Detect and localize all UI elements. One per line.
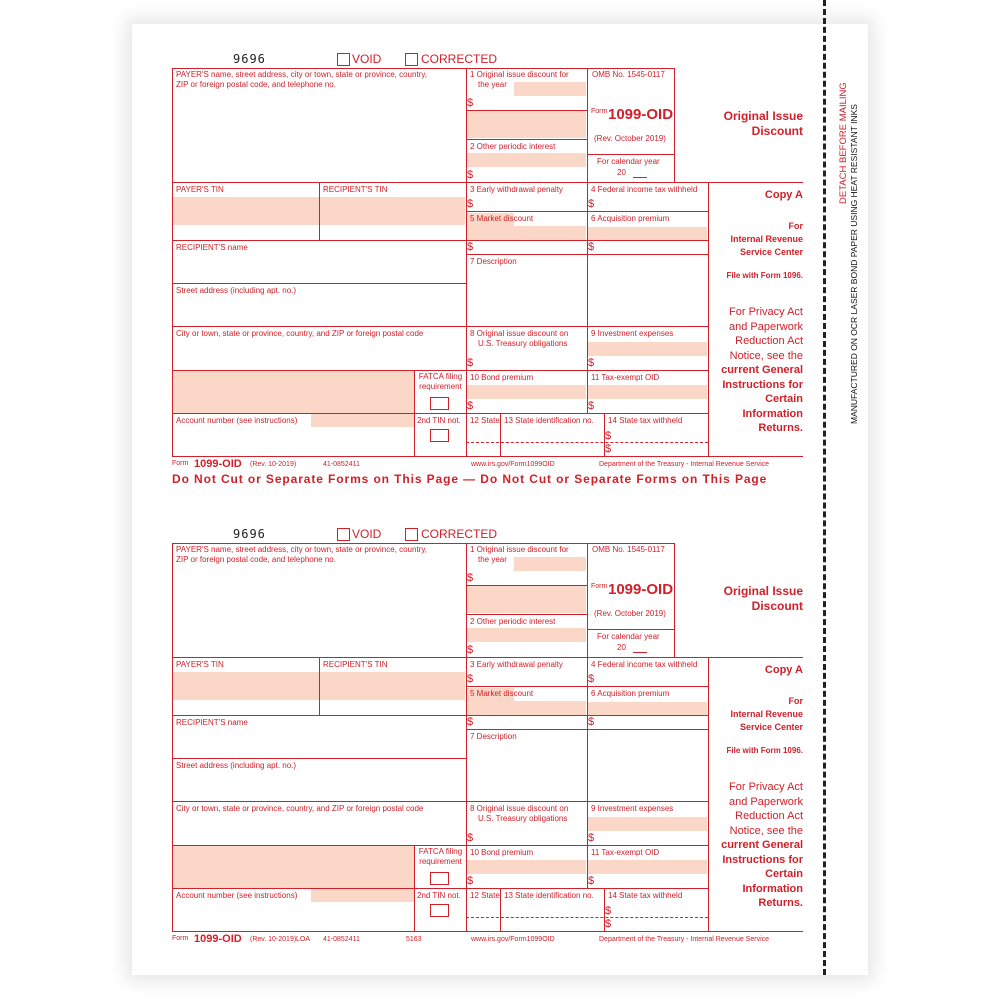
footer-revision: (Rev. 10-2019) <box>250 461 297 468</box>
box12-label: 12 State <box>470 891 500 900</box>
footer-form-number: 1099-OID <box>194 458 242 470</box>
dashed-rule <box>466 442 708 443</box>
dollar-sign: $ <box>467 875 474 887</box>
dollar-sign: $ <box>467 357 474 369</box>
omb-number: OMB No. 1545-0117 <box>592 545 665 554</box>
box6-field[interactable] <box>588 702 707 716</box>
rule <box>674 543 675 657</box>
rule <box>172 543 173 931</box>
recipient-tin-field[interactable] <box>320 672 465 700</box>
dollar-sign: $ <box>467 169 474 181</box>
rule <box>466 139 587 140</box>
box10-field[interactable] <box>467 385 586 399</box>
rule <box>319 182 320 240</box>
form-code: 9696 <box>233 527 266 541</box>
box10-label: 10 Bond premium <box>470 373 534 382</box>
dollar-sign: $ <box>588 357 595 369</box>
footer-loa: LOA <box>296 936 311 943</box>
dollar-sign: $ <box>605 918 612 930</box>
dollar-sign: $ <box>588 241 595 253</box>
form-word: Form <box>591 108 608 115</box>
rule <box>414 370 415 456</box>
fatca-label: FATCA filing requirement <box>418 847 463 866</box>
void-label: VOID <box>352 527 382 541</box>
box2-label: 2 Other periodic interest <box>470 142 556 151</box>
box2-field[interactable] <box>467 628 586 642</box>
rule <box>674 68 675 182</box>
rule <box>319 657 320 715</box>
rule <box>172 240 708 241</box>
do-not-cut-banner: Do Not Cut or Separate Forms on This Page — Do Not Cut or Separate Forms on This Page <box>172 472 768 486</box>
box8-label-2: U.S. Treasury obligations <box>478 339 568 348</box>
footer-catalog: 41-0852411 <box>323 936 360 943</box>
rule <box>414 845 415 931</box>
rule <box>466 110 587 111</box>
void-label: VOID <box>352 52 382 66</box>
dollar-sign: $ <box>467 400 474 412</box>
box1-label-2: the year <box>478 555 507 564</box>
box10-label: 10 Bond premium <box>470 848 534 857</box>
calendar-year-label: For calendar year <box>597 632 660 641</box>
recipient-tin-label: RECIPIENT'S TIN <box>323 660 388 669</box>
box11-label: 11 Tax-exempt OID <box>591 848 660 857</box>
rule <box>172 888 708 889</box>
box1-field[interactable] <box>514 557 586 571</box>
file-with-1096: File with Form 1096. <box>726 746 803 755</box>
box1-field-2[interactable] <box>467 586 586 613</box>
box12-label: 12 State <box>470 416 500 425</box>
footer-form-word: Form <box>172 460 189 467</box>
revision-label: (Rev. October 2019) <box>594 609 666 618</box>
dollar-sign: $ <box>467 198 474 210</box>
form-title: Original Issue Discount <box>723 109 803 138</box>
dollar-sign: $ <box>605 443 612 455</box>
void-checkbox[interactable] <box>337 528 350 541</box>
form-number: 1099-OID <box>608 106 674 123</box>
box8-label-2: U.S. Treasury obligations <box>478 814 568 823</box>
dollar-sign: $ <box>588 716 595 728</box>
dollar-sign: $ <box>588 832 595 844</box>
calendar-year-prefix: 20 <box>617 168 626 177</box>
box3-label: 3 Early withdrawal penalty <box>470 185 563 194</box>
recipient-name-label: RECIPIENT'S name <box>176 243 248 252</box>
footer-number: 5163 <box>406 936 422 943</box>
box11-field[interactable] <box>588 385 707 399</box>
box14-label: 14 State tax withheld <box>608 891 683 900</box>
recipient-tin-field[interactable] <box>320 197 465 225</box>
payer-tin-field[interactable] <box>173 197 319 225</box>
box1-field[interactable] <box>514 82 586 96</box>
dollar-sign: $ <box>605 905 612 917</box>
box9-label: 9 Investment expenses <box>591 804 674 813</box>
box8-label: 8 Original issue discount on <box>470 804 569 813</box>
payer-info-label: PAYER'S name, street address, city or town, state or province, country, <box>176 70 427 79</box>
box5-label: 5 Market discount <box>470 214 534 223</box>
box2-label: 2 Other periodic interest <box>470 617 556 626</box>
box1-label-2: the year <box>478 80 507 89</box>
rule <box>172 845 708 846</box>
calendar-year-label: For calendar year <box>597 157 660 166</box>
form-title: Original Issue Discount <box>723 584 803 613</box>
recipient-name-label: RECIPIENT'S name <box>176 718 248 727</box>
revision-label: (Rev. October 2019) <box>594 134 666 143</box>
rule <box>172 801 708 802</box>
dollar-sign: $ <box>588 198 595 210</box>
rule <box>466 68 467 456</box>
rule <box>172 456 803 457</box>
account-number-label: Account number (see instructions) <box>176 891 298 900</box>
privacy-notice: For Privacy Act and Paperwork Reduction Act Notice, see the current General Instructions for Certain Information Returns. <box>721 781 803 909</box>
fatca-shaded-field[interactable] <box>173 371 414 413</box>
for-irs-center: For Internal Revenue Service Center <box>730 221 803 257</box>
payer-info-label-2: ZIP or foreign postal code, and telephone no. <box>176 555 336 564</box>
dollar-sign: $ <box>588 875 595 887</box>
payer-tin-label: PAYER'S TIN <box>176 660 224 669</box>
rule <box>587 629 674 630</box>
rule <box>466 614 587 615</box>
corrected-label: CORRECTED <box>421 52 498 66</box>
box9-field[interactable] <box>588 342 707 356</box>
rule <box>172 68 173 456</box>
box13-label: 13 State identification no. <box>504 891 594 900</box>
dollar-sign: $ <box>467 97 474 109</box>
account-field[interactable] <box>311 414 414 427</box>
copy-a-label: Copy A <box>764 664 803 676</box>
dollar-sign: $ <box>467 644 474 656</box>
dollar-sign: $ <box>588 673 595 685</box>
box2-field[interactable] <box>467 153 586 167</box>
corrected-label: CORRECTED <box>421 527 498 541</box>
box14-label: 14 State tax withheld <box>608 416 683 425</box>
copy-a-label: Copy A <box>764 189 803 201</box>
rule <box>172 758 466 759</box>
for-irs-center: For Internal Revenue Service Center <box>730 696 803 732</box>
rule <box>172 326 708 327</box>
year-input-line[interactable] <box>633 652 647 653</box>
corrected-checkbox[interactable] <box>405 53 418 66</box>
rule <box>466 585 587 586</box>
dollar-sign: $ <box>467 241 474 253</box>
second-tin-checkbox[interactable] <box>430 904 449 917</box>
rule <box>172 715 708 716</box>
street-address-label: Street address (including apt. no.) <box>176 761 297 770</box>
box13-label: 13 State identification no. <box>504 416 594 425</box>
dollar-sign: $ <box>467 832 474 844</box>
dollar-sign: $ <box>467 716 474 728</box>
footer-url: www.irs.gov/Form1099OID <box>471 936 555 943</box>
rule <box>172 413 708 414</box>
dollar-sign: $ <box>588 400 595 412</box>
footer-form-number: 1099-OID <box>194 933 242 945</box>
second-tin-checkbox[interactable] <box>430 429 449 442</box>
rule <box>466 543 467 931</box>
rule <box>500 888 501 931</box>
manufactured-note: MANUFACTURED ON OCR LASER BOND PAPER USING HEAT RESISTANT INKS <box>849 104 859 424</box>
footer-form-word: Form <box>172 935 189 942</box>
privacy-notice: For Privacy Act and Paperwork Reduction Act Notice, see the current General Instructions for Certain Information Returns. <box>721 306 803 434</box>
dollar-sign: $ <box>467 673 474 685</box>
box7-label: 7 Description <box>470 732 517 741</box>
box10-field[interactable] <box>467 860 586 874</box>
dollar-sign: $ <box>467 572 474 584</box>
box5-label: 5 Market discount <box>470 689 534 698</box>
fatca-label: FATCA filing requirement <box>418 372 463 391</box>
rule <box>172 543 674 544</box>
box9-field[interactable] <box>588 817 707 831</box>
rule <box>172 283 466 284</box>
payer-info-label: PAYER'S name, street address, city or town, state or province, country, <box>176 545 427 554</box>
box8-label: 8 Original issue discount on <box>470 329 569 338</box>
box9-label: 9 Investment expenses <box>591 329 674 338</box>
payer-info-label-2: ZIP or foreign postal code, and telephone no. <box>176 80 336 89</box>
box1-field-2[interactable] <box>467 111 586 138</box>
payer-tin-field[interactable] <box>173 672 319 700</box>
city-label: City or town, state or province, country, and ZIP or foreign postal code <box>176 804 424 813</box>
street-address-label: Street address (including apt. no.) <box>176 286 297 295</box>
box1-label: 1 Original issue discount for <box>470 545 569 554</box>
rule <box>172 68 674 69</box>
footer-url: www.irs.gov/Form1099OID <box>471 461 555 468</box>
box6-label: 6 Acquisition premium <box>591 689 670 698</box>
omb-number: OMB No. 1545-0117 <box>592 70 665 79</box>
form-word: Form <box>591 583 608 590</box>
recipient-tin-label: RECIPIENT'S TIN <box>323 185 388 194</box>
form-copy-bottom <box>0 475 1000 975</box>
form-code: 9696 <box>233 52 266 66</box>
box6-field[interactable] <box>588 227 707 241</box>
footer-department: Department of the Treasury - Internal Revenue Service <box>599 461 770 468</box>
fatca-shaded-field[interactable] <box>173 846 414 888</box>
box11-field[interactable] <box>588 860 707 874</box>
perforation-line <box>823 0 826 975</box>
account-number-label: Account number (see instructions) <box>176 416 298 425</box>
fatca-checkbox[interactable] <box>430 872 449 885</box>
calendar-year-prefix: 20 <box>617 643 626 652</box>
detach-before-mailing: DETACH BEFORE MAILING <box>838 82 849 204</box>
form-number: 1099-OID <box>608 581 674 598</box>
dollar-sign: $ <box>605 430 612 442</box>
account-field[interactable] <box>311 889 414 902</box>
payer-tin-label: PAYER'S TIN <box>176 185 224 194</box>
footer-department: Department of the Treasury - Internal Revenue Service <box>599 936 770 943</box>
year-input-line[interactable] <box>633 177 647 178</box>
box4-label: 4 Federal income tax withheld <box>591 660 698 669</box>
rule <box>172 931 803 932</box>
box6-label: 6 Acquisition premium <box>591 214 670 223</box>
second-tin-label: 2nd TIN not. <box>417 416 461 425</box>
box3-label: 3 Early withdrawal penalty <box>470 660 563 669</box>
city-label: City or town, state or province, country, and ZIP or foreign postal code <box>176 329 424 338</box>
rule <box>587 154 674 155</box>
rule <box>172 370 708 371</box>
box7-label: 7 Description <box>470 257 517 266</box>
footer-catalog: 41-0852411 <box>323 461 360 468</box>
second-tin-label: 2nd TIN not. <box>417 891 461 900</box>
corrected-checkbox[interactable] <box>405 528 418 541</box>
void-checkbox[interactable] <box>337 53 350 66</box>
box4-label: 4 Federal income tax withheld <box>591 185 698 194</box>
fatca-checkbox[interactable] <box>430 397 449 410</box>
box11-label: 11 Tax-exempt OID <box>591 373 660 382</box>
box1-label: 1 Original issue discount for <box>470 70 569 79</box>
footer-revision: (Rev. 10-2019) <box>250 936 297 943</box>
rule <box>500 413 501 456</box>
file-with-1096: File with Form 1096. <box>726 271 803 280</box>
dashed-rule <box>466 917 708 918</box>
